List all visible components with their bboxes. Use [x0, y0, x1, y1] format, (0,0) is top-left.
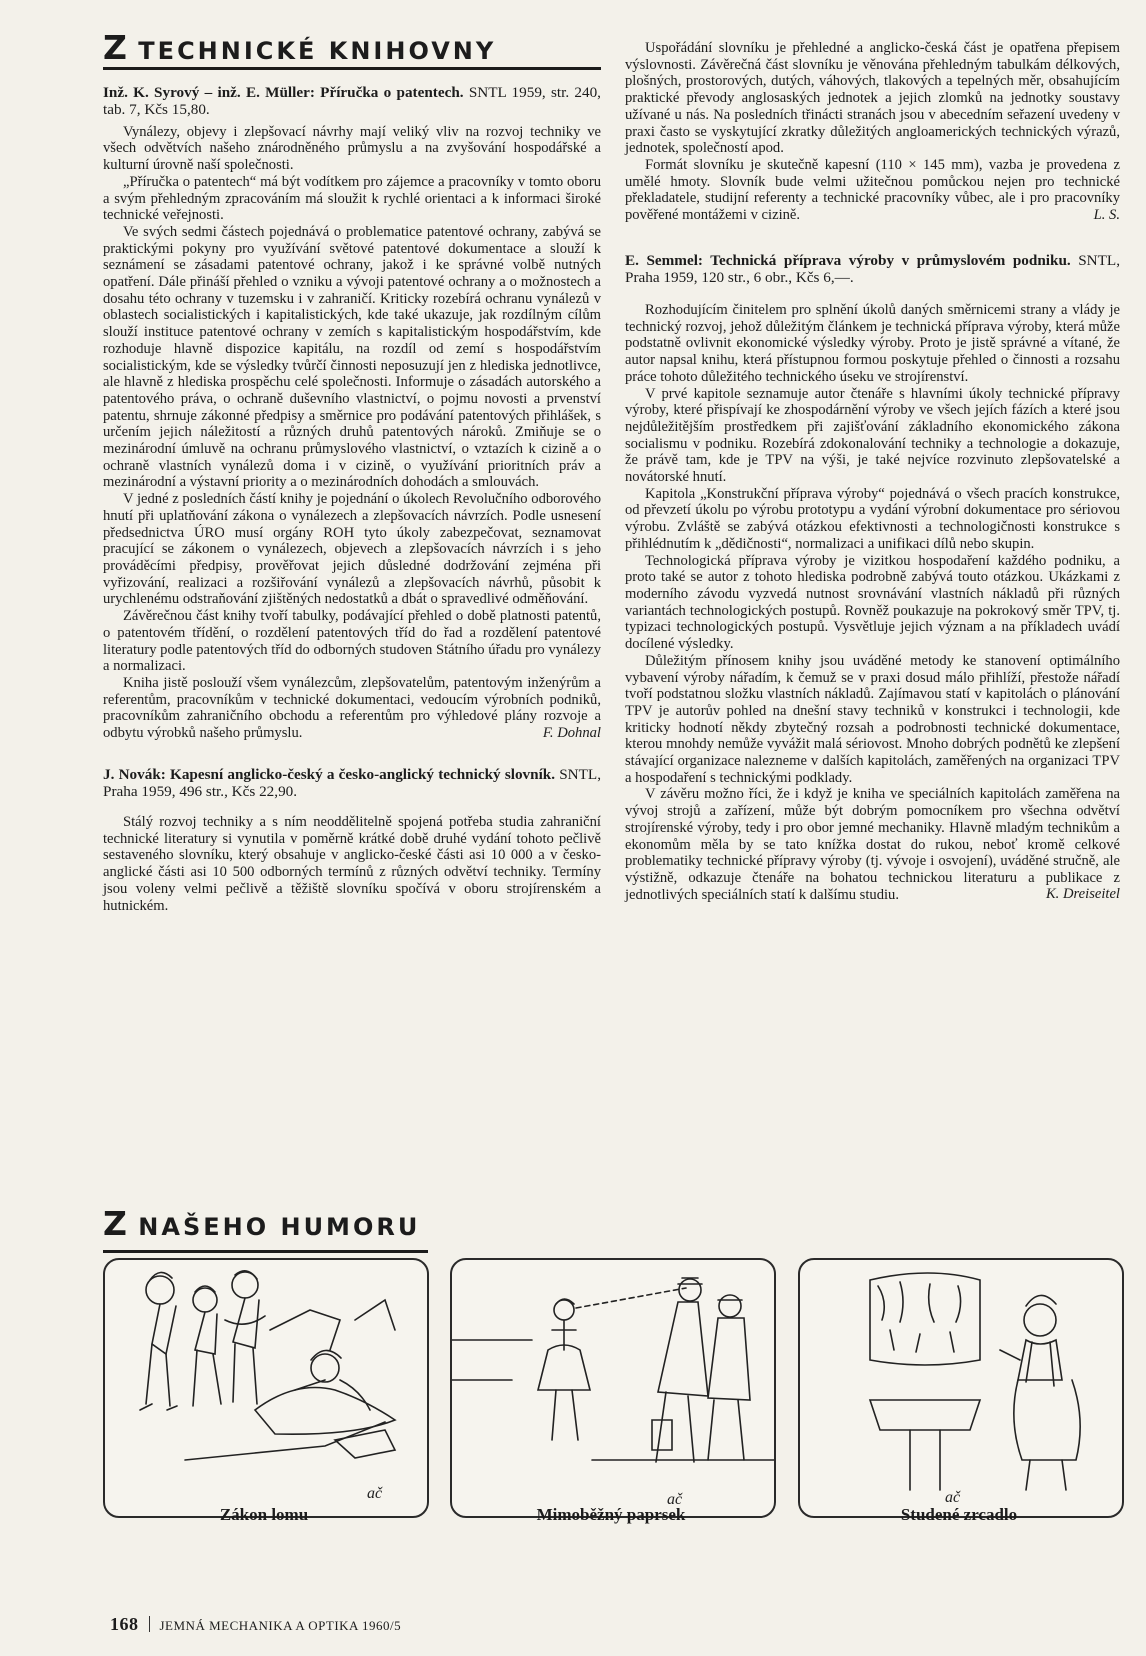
- humor-section: [103, 1204, 1120, 1253]
- review-book-details: SNTL, Praha 1959, 496 str., Kčs 22,90.: [103, 766, 601, 801]
- review-paragraph: V prvé kapitole seznamuje autor čtenáře s hlavními úkoly technické přípravy výroby, které přispívají ke zhospodárnění výroby ve všech jejích fázích a které jsou nejdůležitějším prostředkem při zajišťování základního ekonomického zákona socialismu v podniku. Rozebírá zdokonalování techniky a technologie a dokazuje, že právě tam, kde je TPV na výši, je také nejvíce rozvinuto zlepšovatelské a novátorské hnutí.: [625, 385, 1120, 486]
- review-book-title: E. Semmel: Technická příprava výroby v průmyslovém podniku.: [625, 252, 1071, 270]
- page-footer: [110, 1614, 401, 1635]
- section-title-initial: Z: [103, 28, 127, 67]
- cartoon-drawing-cold-mirror: [800, 1260, 1122, 1516]
- review-paragraph: Ve svých sedmi částech pojednává o problematice patentové ochrany, zabývá se praktickými pokyny pro využívání světové patentové dokumentace a slouží k seznámení se zásadami patentové ochrany, jakož i ke správné volbě nutných opatření. Dále přináší přehled o vzniku a vývoji patentové ochrany a o možnostech a dosahu této ochrany v tuzemsku i v zahraničí. Kriticky rozebírá ochranu vynálezů v oblastech socialistických i kapitalistických, kde také ukazuje, jak rozdílným cílům slouží instituce patentové ochrany v zemích s kapitalistickým hospodářstvím, kde rozhoduje hlavně dispozice kapitálu, na rozdíl od zemí s hospodářstvím socialistickým, kde se výsledky tvůrčí činnosti neposuzují jen z hlediska jednotlivce, ale hlavně z hlediska prospěchu celé společnosti. Informuje o zásadách autorského a patentového práva, o ochraně duševního vlastnictví, o pojmu novosti a prvenství patentu, shrnuje zákonné předpisy a směrnice pro podávání patentových přihlášek, s určením jejich náležitostí a různých druhů patentových nároků. Zmiňuje se o mezinárodní úmluvě na ochranu průmyslového vlastnictví, o vztazích k cizině a o ochraně vlastních vynálezů doma i v cizině, o využívání prioritních práv a mezinárodní a výstavní priority a o mezinárodních dohodách a smlouvách.: [103, 223, 601, 491]
- review-bibliography: [103, 766, 601, 800]
- review-patents: [103, 84, 601, 742]
- review-paragraph: Kapitola „Konstrukční příprava výroby“ pojednává o všech pracích konstrukce, od převzetí úkolu po výrobu prototypu a vydání výrobní dokumentace pro sériovou výrobu. Zvláště se zabývá otázkou efektivnosti a technologičnosti konstrukce s přihlédnutím k „dědičnosti“, normalizaci a unifikaci dílů nebo skupin.: [625, 485, 1120, 552]
- cartoon-caption-3: Studené zrcadlo: [900, 1505, 1018, 1524]
- review-paragraph: V jedné z posledních částí knihy je pojednání o úkolech Revolučního odborového hnutí při uplatňování zákona o vynálezech a zlepšovacích návrzích. Podle usnesení předsednictva ÚRO musí orgány ROH tyto úkoly zabezpečovat, seznamovat pracující se zákonem o vynálezech, objevech a zlepšovacích návrzích i s jeho prováděcími předpisy, prověřovat jejich důsledné dodržování zejména při vyřizování, realizaci a rozšiřování vynálezů a zlepšovacích návrhů, působit k urychlenému odstraňování zjištěných nedostatků a dbát o spravedlivé odměňování.: [103, 491, 601, 608]
- cartoon-caption-2: Mimoběžný paprsek: [536, 1505, 686, 1524]
- review-paragraph: Důležitým přínosem knihy jsou uváděné metody ke stanovení optimálního vybavení výroby nářadím, k čemuž se v praxi dosud málo přihlíží, přestože nářadí tvoří podstatnou složku vlastních nákladů. Zajímavou statí v kapitolách o plánování TPV je autorův pohled na dnešní stavy techniků v konstrukci i technologii, kde kriticky hodnotí někdy zbytečný rozsah a podrobnosti technické dokumentace, kterou mnohdy nemůže vyvážit malá sériovost. Mnoho dobrých podnětů ke zlepšení stávající organizace nalezneme v dalších kapitolách, zaměřených na organizaci TPV a hospodaření s technickými podklady.: [625, 652, 1120, 786]
- cartoon-panel-1: [103, 1258, 429, 1518]
- review-paragraph: Kniha jistě poslouží všem vynálezcům, zlepšovatelům, patentovým inženýrům a referentům, pracovníkům v technické dokumentaci, vedoucím výrobních podniků, pracovníkům zahraničního obchodu a referentům pro výhledové plány rozvoje a odbytu výrobků našeho průmyslu.: [103, 674, 601, 742]
- review-bibliography: [103, 84, 601, 118]
- section-title-technical-library: [103, 28, 601, 70]
- artist-signature: ač: [367, 1485, 383, 1502]
- review-paragraph: Vynálezy, objevy i zlepšovací návrhy mají veliký vliv na rozvoj techniky ve všech odvětvích našeho znárodněného průmyslu a na zvyšování hospodářské a kulturní úrovně naší společnosti.: [103, 123, 601, 174]
- review-paragraph: Stálý rozvoj techniky a s ním neoddělitelně spojená potřeba studia zahraniční technické literatury si vynutila v poměrně krátké době druhé vydání tohoto pečlivě sestaveného slovníku, který obsahuje v anglicko-české části asi 10 000 a v česko-anglické části asi 10 500 odborných termínů z různých odvětví techniky. Termíny jsou voleny velmi pečlivě a těžiště slovníku spočívá v oboru strojírenském a hutnickém.: [103, 814, 601, 914]
- review-signature: F. Dohnal: [542, 724, 601, 741]
- review-paragraph: Uspořádání slovníku je přehledné a anglicko-česká část je opatřena přepisem výslovnosti. Závěrečná část slovníku je věnována přehledným tabulkám délkových, plošných, prostorových, dutých, váhových, tlakových a tepelných měr, obsahujícím praktické převody anglosaských jednotek a jejich zlomků na jednotky soustavy užívané u nás. Na posledních třinácti stranách jsou v abecedním seřazení uvedeny v praxi často se vyskytující zkratky důležitých angloamerických technických výrazů, jednotek, společností apod.: [625, 40, 1120, 157]
- cartoon-drawing-refraction: [105, 1260, 427, 1516]
- review-signature: L. S.: [1093, 206, 1120, 223]
- review-signature: K. Dreiseitel: [1045, 886, 1120, 903]
- artist-signature: ač: [667, 1491, 683, 1508]
- section-title-initial: Z: [103, 1204, 127, 1243]
- review-book-title: Inž. K. Syrový – inž. E. Müller: Příručka o patentech.: [103, 83, 464, 101]
- footer-divider: [149, 1616, 150, 1632]
- section-title-text: NAŠEHO HUMORU: [138, 1213, 421, 1241]
- section-title-humor: [103, 1204, 428, 1253]
- journal-name: JEMNÁ MECHANIKA A OPTIKA 1960/5: [159, 1618, 402, 1633]
- section-title-text: TECHNICKÉ KNIHOVNY: [138, 37, 497, 65]
- cartoon-panel-2: [450, 1258, 776, 1518]
- right-column: [625, 40, 1120, 918]
- review-bibliography: [625, 252, 1120, 286]
- page-number: 168: [110, 1614, 139, 1634]
- artist-signature: ač: [945, 1489, 961, 1506]
- review-paragraph: V závěru možno říci, že i když je kniha ve speciálních kapitolách zaměřena na vývoj strojů a zařízení, může být dobrým pomocníkem pro všechna odvětví strojírenské výroby, tedy i pro obor jemné mechaniky. Hlavně mladým technikům a ekonomům měla by se tato knížka dostat do rukou, neboť kromě celkové problematiky technické přípravy výroby (tj. vývoje i osvojení), uváděné stručně, ale výstižně, odkazuje čtenáře na bohatou technickou literaturu a publikace z jednotlivých speciálních statí k dalšímu studiu.: [625, 786, 1120, 903]
- review-paragraph: Technologická příprava výroby je vizitkou hospodaření každého podniku, a proto také se autor z tohoto hlediska podrobně zabývá touto otázkou. Ukázkami z moderního závodu vyzvedá nutnost srovnávání vlastních nákladů při různých variantách technologických postupů. Rovněž poukazuje na pokrokový směr TPV, tj. typizaci technologických postupů. Vysvětluje jejich význam a na příkladech uvádí docílené výsledky.: [625, 552, 1120, 653]
- review-dictionary: [103, 766, 601, 914]
- review-book-details: SNTL 1959, str. 240, tab. 7, Kčs 15,80.: [103, 83, 601, 118]
- cartoon-caption-1: Zákon lomu: [219, 1505, 309, 1524]
- review-paragraph: Rozhodujícím činitelem pro splnění úkolů daných směrnicemi strany a vlády je technický rozvoj, jehož důležitým článkem je technická příprava výroby, která může podstatně ovlivnit ekonomické výsledky výroby. Proto je jistě správné a vítané, že autor napsal knihu, která přístupnou formou poskytuje přehled o činnosti a rozsahu práce tohoto důležitého technického úseku ve strojírenství.: [625, 302, 1120, 385]
- review-production-prep: [625, 252, 1120, 903]
- cartoon-panel-3: [798, 1258, 1124, 1518]
- cartoon-strip: [103, 1258, 1120, 1518]
- review-paragraph: „Příručka o patentech“ má být vodítkem pro zájemce a pracovníky v tomto oboru a svým přehledným zpracováním má sloužit k rychlé orientaci a k informaci široké technické veřejnosti.: [103, 173, 601, 224]
- review-book-details: SNTL, Praha 1959, 120 str., 6 obr., Kčs 6,—.: [625, 252, 1121, 287]
- cartoon-drawing-skew-ray: [452, 1260, 774, 1516]
- left-column: [103, 28, 601, 914]
- review-paragraph: Závěrečnou část knihy tvoří tabulky, podávající přehled o době platnosti patentů, o patentovém třídění, o rozdělení patentových tříd do řad a rozdělení patentové literatury podle patentových tříd do odborných studoven Státního úřadu pro vynálezy a normalizaci.: [103, 608, 601, 675]
- review-book-title: J. Novák: Kapesní anglicko-český a česko-anglický technický slovník.: [103, 766, 556, 784]
- review-paragraph: Formát slovníku je skutečně kapesní (110 × 145 mm), vazba je provedena z umělé hmoty. Slovník bude velmi užitečnou pomůckou nejen pro technické překladatele, studijní referenty a technické pracovníky vůbec, ale i pro pracovníky pověřené montážemi v cizině.: [625, 156, 1120, 224]
